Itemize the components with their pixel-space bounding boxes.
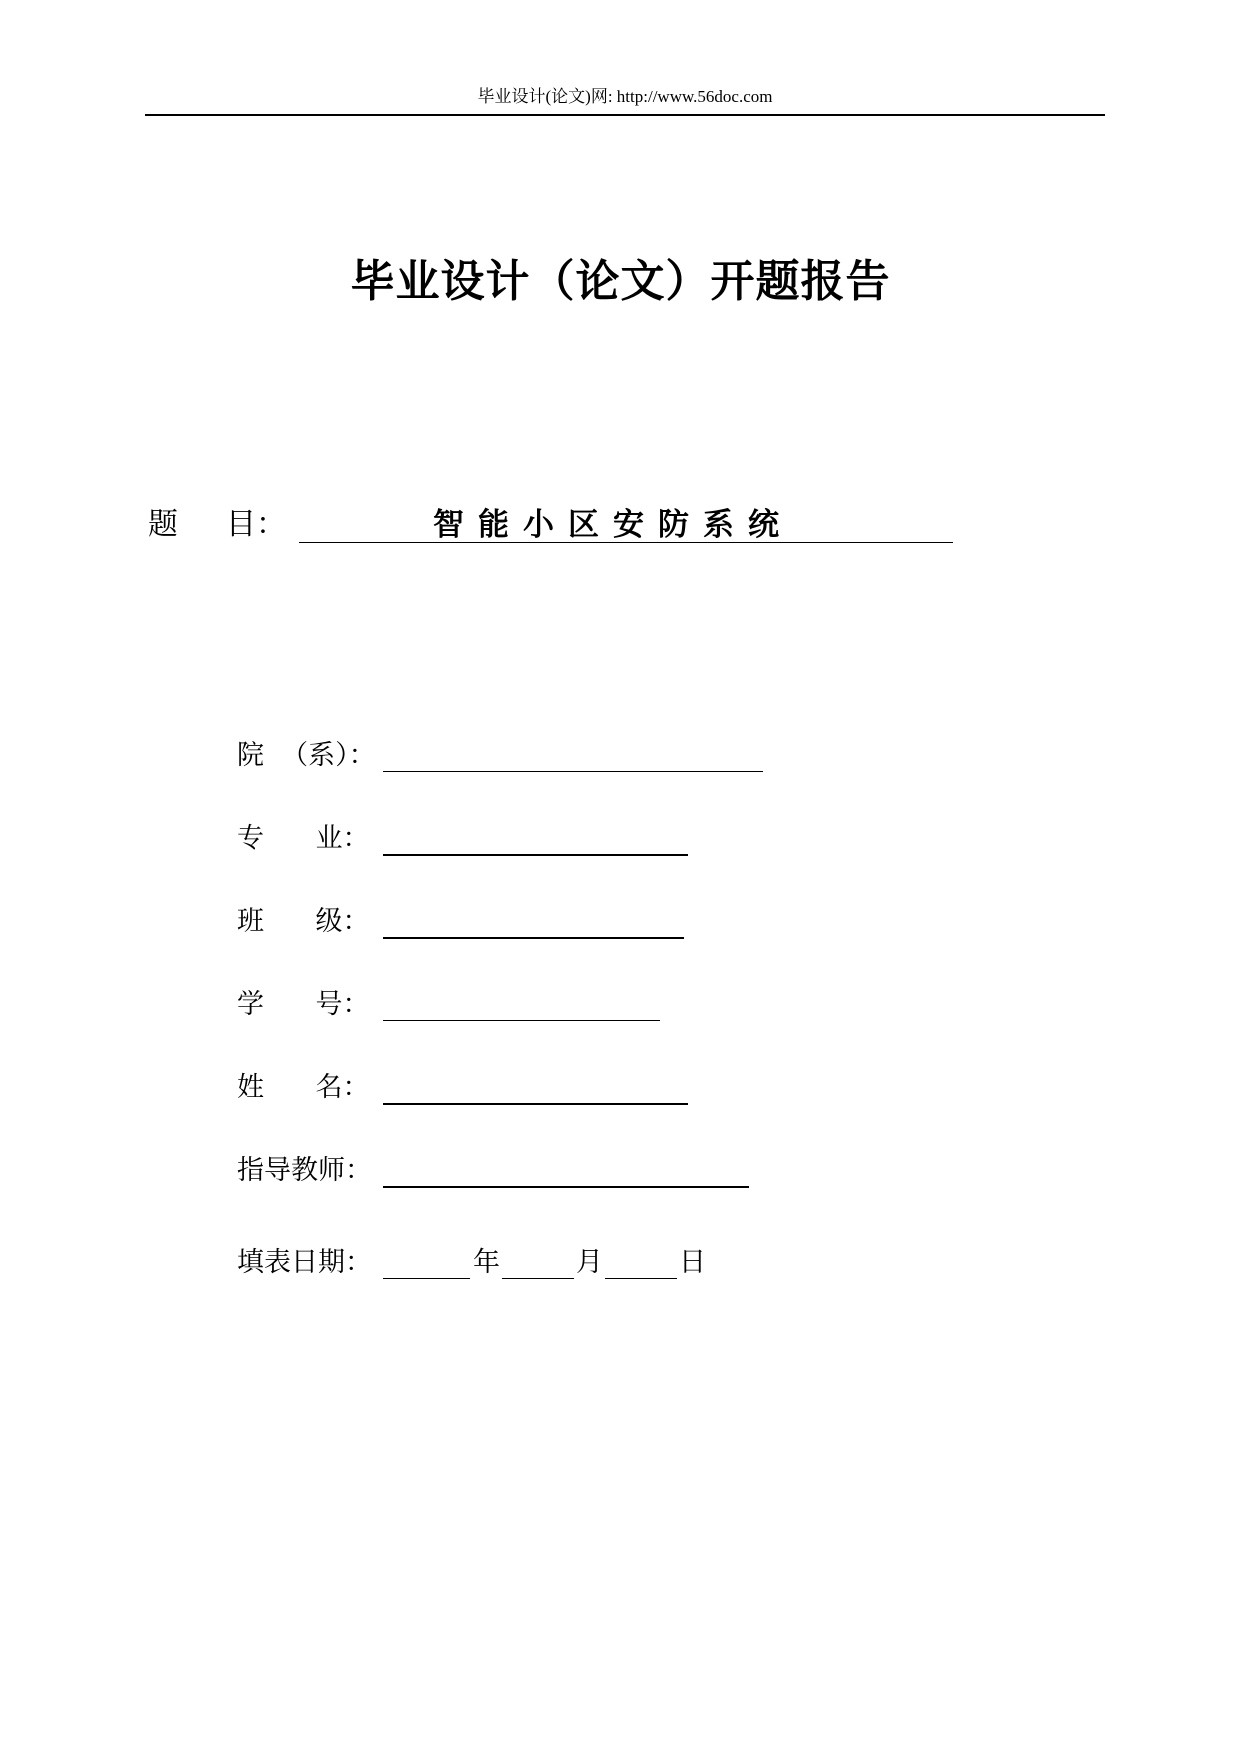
name-label: 姓 名： [237, 1072, 370, 1103]
name-field [237, 1070, 767, 1106]
topic-label-left: 题 [148, 507, 178, 542]
month-input-line[interactable] [502, 1278, 574, 1279]
document-title: 毕业设计（论文）开题报告 [350, 256, 891, 307]
major-input-line[interactable] [383, 854, 688, 856]
department-field [237, 738, 767, 774]
advisor-label: 指导教师： [237, 1155, 372, 1186]
name-input-line[interactable] [383, 1103, 688, 1105]
header-divider [145, 114, 1105, 116]
topic-value[interactable]: 智能小区安防系统 [433, 507, 793, 543]
student-id-field [237, 987, 767, 1023]
day-input-line[interactable] [605, 1278, 677, 1279]
date-field [237, 1245, 837, 1281]
class-input-line[interactable] [383, 937, 684, 939]
student-id-input-line[interactable] [383, 1020, 660, 1021]
topic-row [148, 505, 968, 545]
date-label: 填表日期： [237, 1247, 372, 1278]
major-label: 专 业： [237, 823, 370, 854]
topic-label [148, 505, 286, 545]
advisor-input-line[interactable] [383, 1186, 749, 1188]
year-input-line[interactable] [383, 1278, 470, 1279]
month-label: 月 [576, 1247, 603, 1278]
advisor-field [237, 1153, 767, 1189]
class-label: 班 级： [237, 906, 370, 937]
class-field [237, 904, 767, 940]
day-label: 日 [679, 1247, 706, 1278]
major-field [237, 821, 767, 857]
topic-label-right: 目： [226, 507, 286, 542]
page-header-source: 毕业设计(论文)网: http://www.56doc.com [477, 87, 773, 106]
year-label: 年 [473, 1247, 500, 1278]
student-id-label: 学 号： [237, 989, 370, 1020]
department-input-line[interactable] [383, 771, 763, 772]
department-label: 院 （系）： [237, 740, 376, 771]
